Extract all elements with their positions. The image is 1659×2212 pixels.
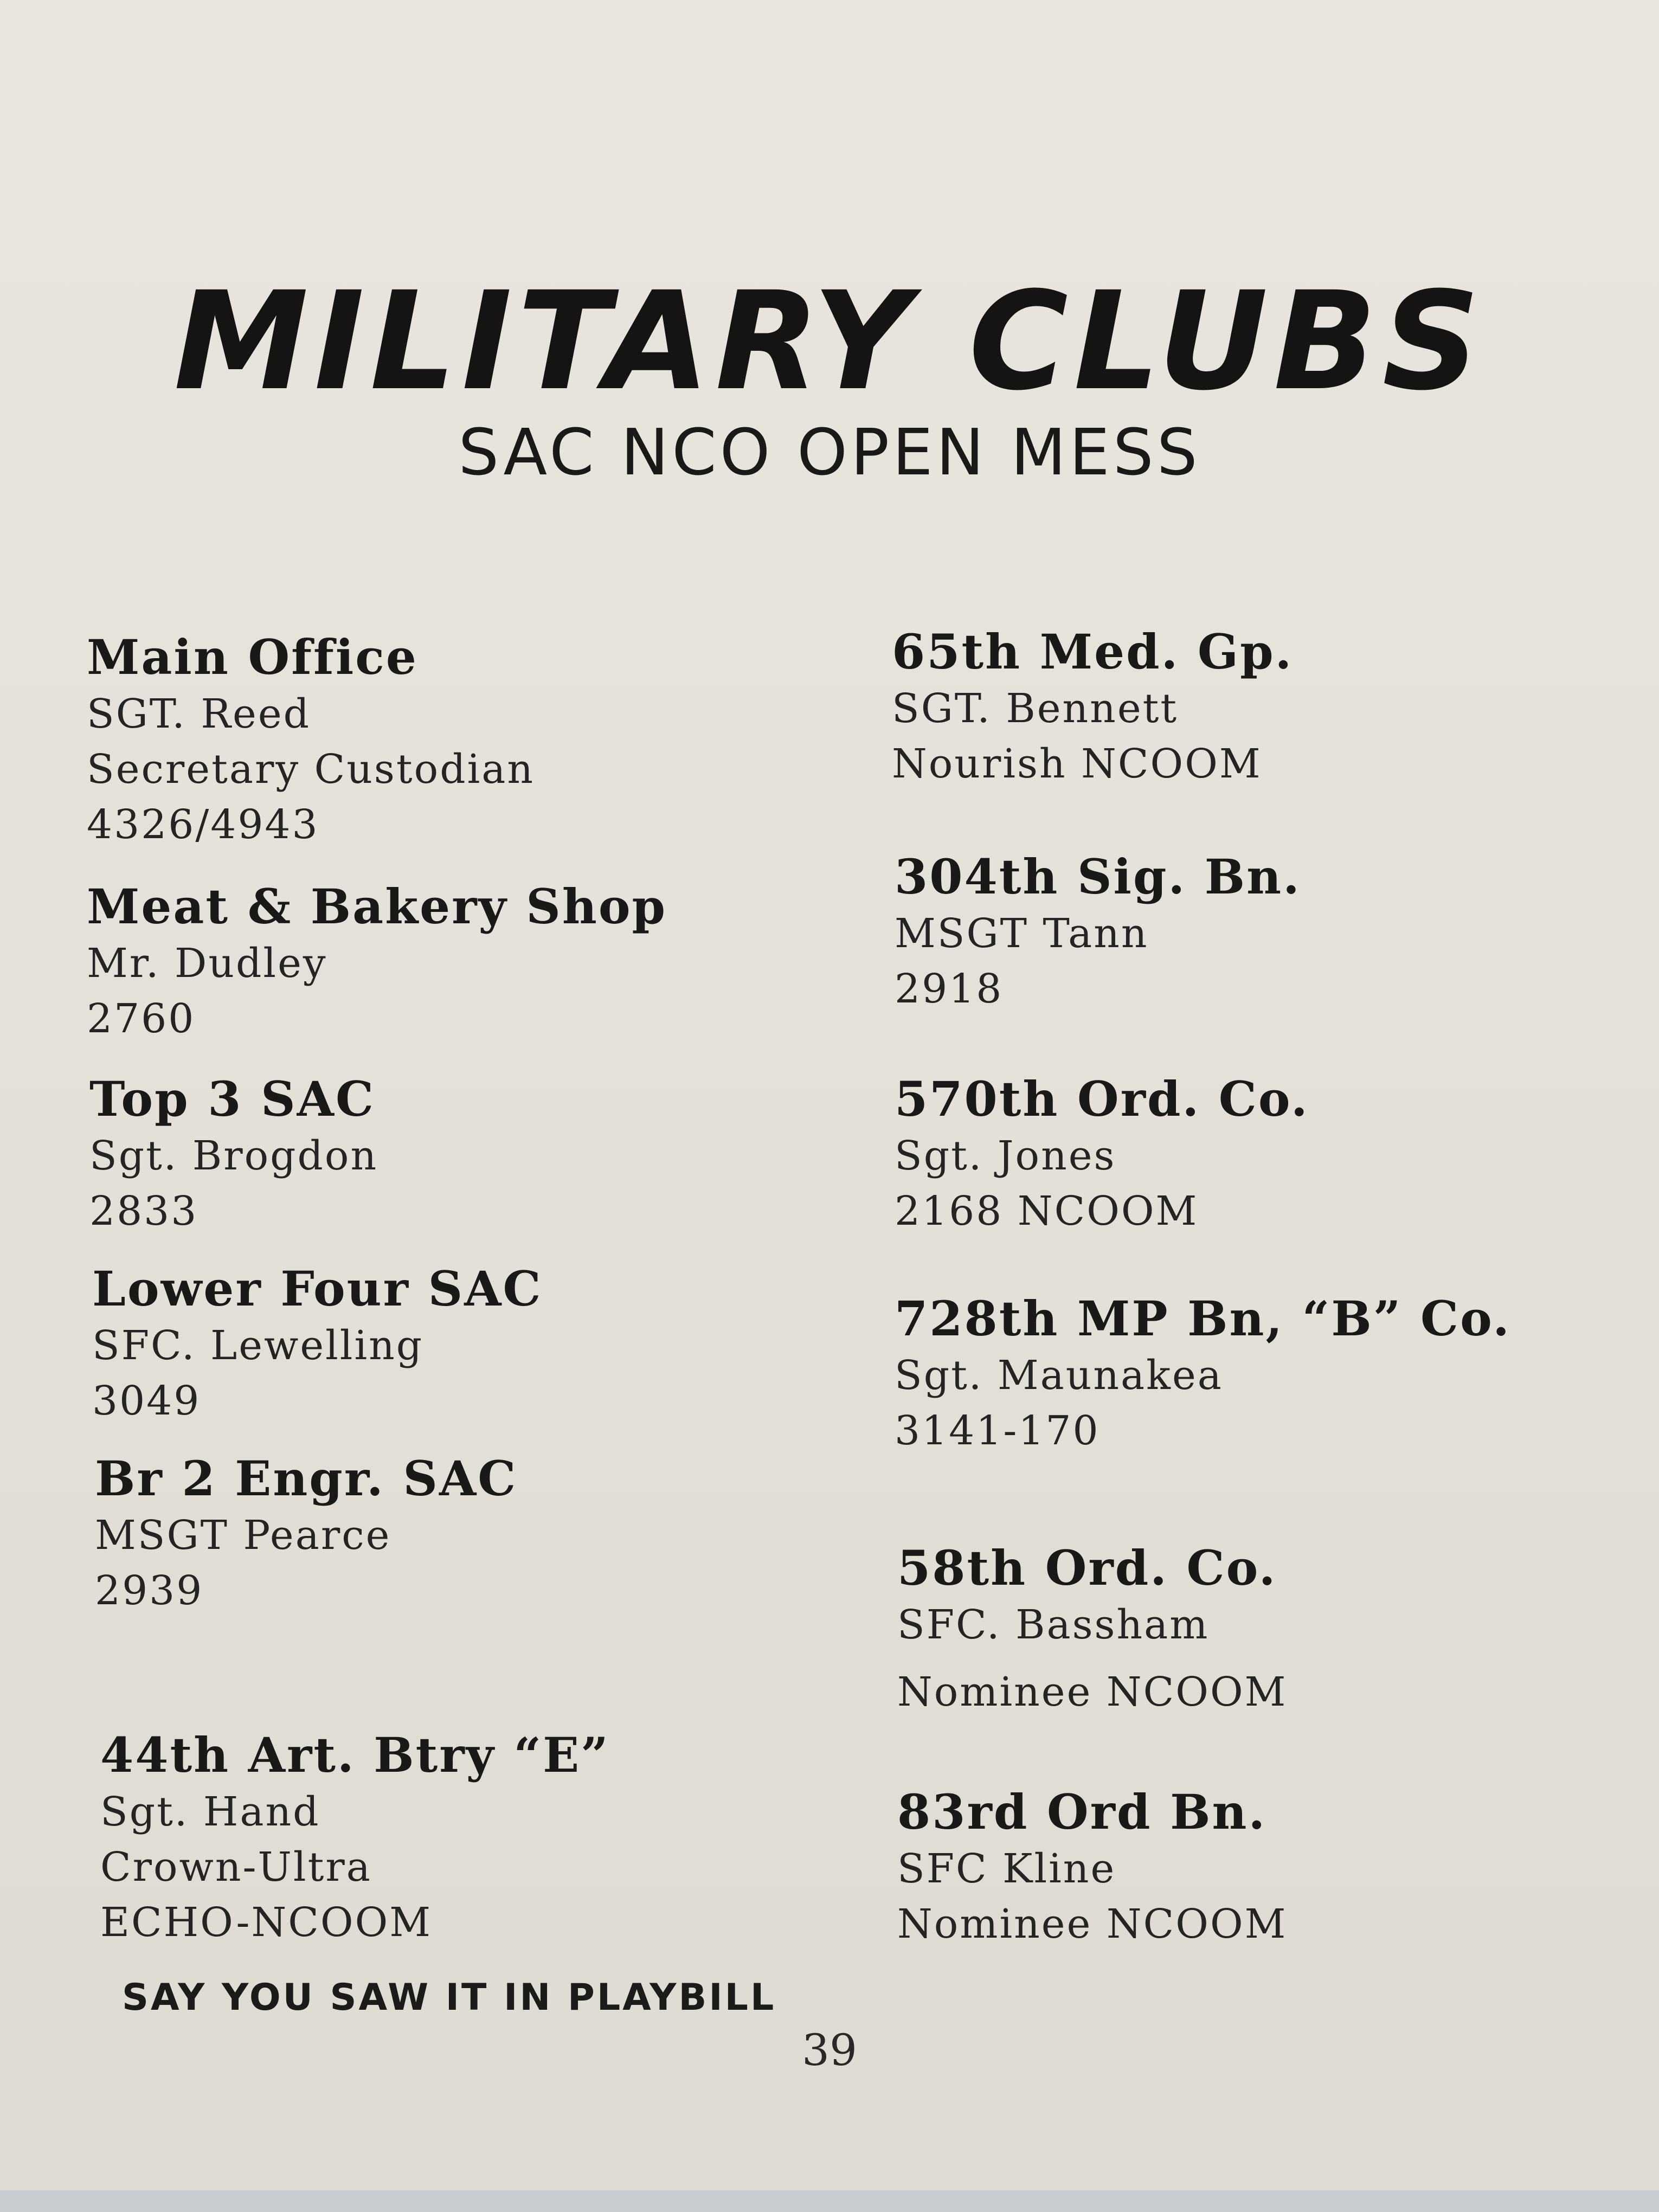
page-edge	[0, 2190, 1659, 2212]
club-heading: Br 2 Engr. SAC	[95, 1450, 518, 1507]
club-role: Secretary Custodian	[87, 745, 535, 793]
club-heading: Main Office	[87, 629, 418, 685]
club-contact: Sgt. Brogdon	[89, 1132, 378, 1179]
page-number: 39	[802, 2025, 857, 2075]
club-entry-304th-sig-bn	[895, 848, 1301, 1017]
club-entry-58th-ord-co	[897, 1540, 1287, 1720]
club-entry-728th-mp-bn	[895, 1290, 1511, 1458]
club-heading: 570th Ord. Co.	[895, 1071, 1309, 1127]
page-subtitle: SAC NCO OPEN MESS	[458, 415, 1201, 490]
club-entry-br-2-engr-sac	[95, 1450, 517, 1618]
club-heading: Meat & Bakery Shop	[87, 878, 667, 935]
club-phone: 3141-170	[895, 1407, 1100, 1454]
club-phone: 2760	[87, 995, 196, 1042]
club-note: Crown-Ultra	[100, 1843, 372, 1891]
club-heading: 728th MP Bn, “B” Co.	[895, 1290, 1511, 1347]
club-entry-main-office	[87, 629, 535, 852]
club-contact: Sgt. Jones	[895, 1132, 1116, 1179]
club-heading: 58th Ord. Co.	[897, 1540, 1277, 1596]
club-contact: SGT. Reed	[87, 690, 311, 737]
club-entry-lower-four-sac	[92, 1261, 543, 1429]
club-phone: 4326/4943	[87, 801, 319, 848]
club-entry-44th-art-btry	[100, 1727, 610, 1950]
club-phone: 2833	[89, 1187, 198, 1234]
club-heading: 304th Sig. Bn.	[895, 848, 1301, 905]
club-entry-65th-med-gp	[892, 623, 1293, 792]
club-phone: 2168 NCOOM	[895, 1187, 1199, 1234]
club-heading: 44th Art. Btry “E”	[100, 1727, 610, 1783]
club-contact: Mr. Dudley	[87, 940, 327, 987]
page-title: MILITARY CLUBS	[173, 262, 1486, 420]
club-note: Nominee NCOOM	[897, 1668, 1288, 1715]
club-contact: SGT. Bennett	[892, 685, 1179, 732]
club-contact: SFC. Bassham	[897, 1601, 1210, 1648]
club-contact: MSGT Pearce	[95, 1512, 391, 1559]
club-contact: Sgt. Hand	[100, 1788, 320, 1835]
club-heading: Lower Four SAC	[92, 1261, 543, 1317]
club-phone: 3049	[92, 1377, 201, 1424]
club-contact: MSGT Tann	[895, 910, 1149, 957]
club-contact: SFC. Lewelling	[92, 1322, 424, 1369]
club-contact: Sgt. Maunakea	[895, 1352, 1223, 1399]
footer-note: SAY YOU SAW IT IN PLAYBILL	[122, 1976, 776, 2019]
club-note: Nourish NCOOM	[892, 740, 1262, 787]
club-phone: 2939	[95, 1567, 204, 1614]
club-heading: Top 3 SAC	[89, 1071, 375, 1127]
club-note: Nominee NCOOM	[897, 1900, 1288, 1947]
club-heading: 83rd Ord Bn.	[897, 1784, 1267, 1840]
club-entry-meat-bakery	[87, 878, 667, 1046]
club-contact: SFC Kline	[897, 1845, 1116, 1892]
club-entry-top-3-sac	[89, 1071, 378, 1239]
club-entry-83rd-ord-bn	[897, 1784, 1287, 1952]
club-note: ECHO-NCOOM	[100, 1899, 433, 1946]
club-entry-570th-ord-co	[895, 1071, 1309, 1239]
club-heading: 65th Med. Gp.	[892, 623, 1294, 680]
club-phone: 2918	[895, 965, 1004, 1012]
